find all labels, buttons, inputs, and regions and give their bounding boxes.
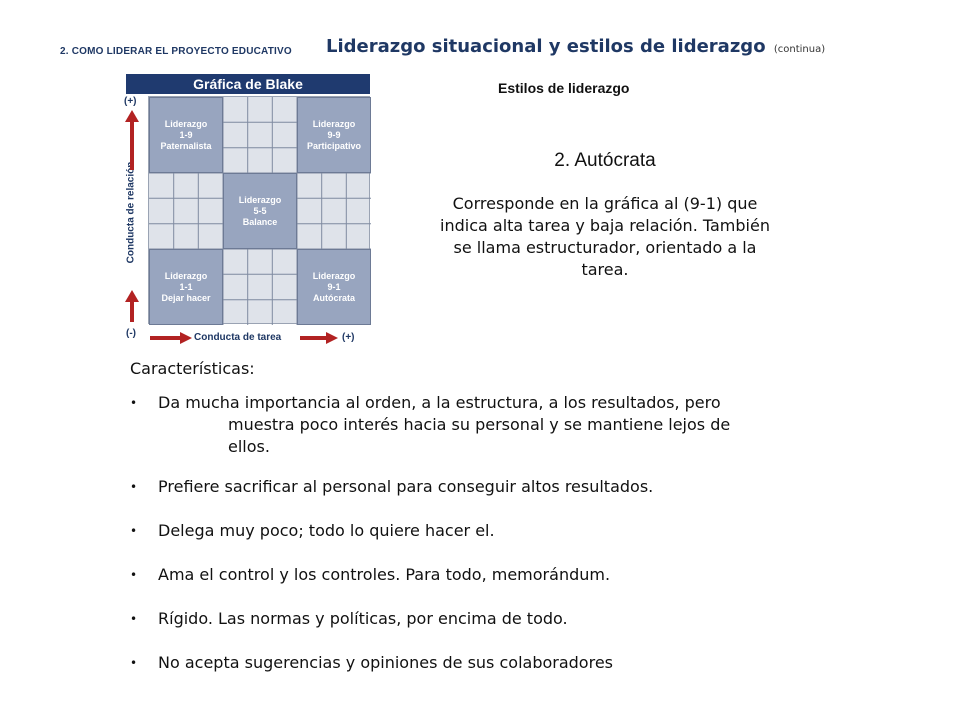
blake-chart <box>120 70 370 350</box>
blake-grid <box>148 96 370 324</box>
list-item-text: Rígido. Las normas y políticas, por encima de todo. <box>158 609 568 628</box>
box-label: Liderazgo <box>312 118 356 129</box>
box-label: Liderazgo <box>238 194 282 205</box>
blake-chart-title: Gráfica de Blake <box>126 74 370 94</box>
list-item-text: Prefiere sacrificar al personal para conseguir altos resultados. <box>158 477 654 496</box>
bullet-icon: • <box>130 524 138 538</box>
list-item <box>130 652 830 674</box>
list-item <box>130 476 830 498</box>
box-code: 1-9 <box>179 129 193 140</box>
box-label: Liderazgo <box>312 270 356 281</box>
style-heading: 2. Autócrata <box>554 150 656 171</box>
box-style: Participativo <box>306 140 362 151</box>
list-item <box>130 520 830 542</box>
box-style: Paternalista <box>160 140 212 151</box>
list-item-text: No acepta sugerencias y opiniones de sus colaboradores <box>158 653 613 672</box>
slide-title-suffix: (continua) <box>773 44 826 55</box>
box-leadership-1-9 <box>149 97 223 173</box>
y-axis-plus: (+) <box>124 96 137 107</box>
box-leadership-9-1 <box>297 249 371 325</box>
slide-title <box>326 36 825 57</box>
features-heading: Características: <box>130 359 255 378</box>
y-axis-label: Conducta de relación <box>125 161 137 264</box>
box-code: 9-1 <box>327 281 341 292</box>
box-leadership-1-1 <box>149 249 223 325</box>
x-arrow-left-head <box>180 332 192 344</box>
list-item-text: Delega muy poco; todo lo quiere hacer el. <box>158 521 495 540</box>
box-leadership-9-9 <box>297 97 371 173</box>
bullet-icon: • <box>130 612 138 626</box>
features-list <box>130 392 830 696</box>
y-arrow-lower-head <box>125 290 139 302</box>
box-label: Liderazgo <box>164 270 208 281</box>
bullet-icon: • <box>130 480 138 494</box>
bullet-icon: • <box>130 568 138 582</box>
y-arrow-upper-head <box>125 110 139 122</box>
slide-title-text: Liderazgo situacional y estilos de liderazgo <box>326 36 766 57</box>
box-code: 1-1 <box>179 281 193 292</box>
list-item-text-continued: ellos. <box>228 437 270 456</box>
section-label: 2. COMO LIDERAR EL PROYECTO EDUCATIVO <box>60 46 292 57</box>
x-arrow-right-head <box>326 332 338 344</box>
box-code: 5-5 <box>253 205 267 216</box>
list-item <box>130 564 830 586</box>
list-item <box>130 392 830 458</box>
x-axis-minus: (-) <box>126 328 136 339</box>
box-leadership-5-5 <box>223 173 297 249</box>
list-item-text: Ama el control y los controles. Para todo, memorándum. <box>158 565 611 584</box>
list-item-text-continued: muestra poco interés hacia su personal y se mantiene lejos de <box>228 415 731 434</box>
box-style: Autócrata <box>312 292 355 303</box>
box-code: 9-9 <box>327 129 341 140</box>
bullet-icon: • <box>130 396 138 410</box>
style-description: Corresponde en la gráfica al (9-1) que indica alta tarea y baja relación. También se llama estructurador, orientado a la tarea. <box>440 194 770 279</box>
list-item-text: Da mucha importancia al orden, a la estructura, a los resultados, pero <box>158 393 721 412</box>
box-label: Liderazgo <box>164 118 208 129</box>
box-style: Dejar hacer <box>161 292 211 303</box>
x-axis-label: Conducta de tarea <box>194 332 282 343</box>
x-axis-plus: (+) <box>342 332 355 343</box>
box-style: Balance <box>242 216 278 227</box>
bullet-icon: • <box>130 656 138 670</box>
subtitle: Estilos de liderazgo <box>498 80 630 96</box>
list-item <box>130 608 830 630</box>
